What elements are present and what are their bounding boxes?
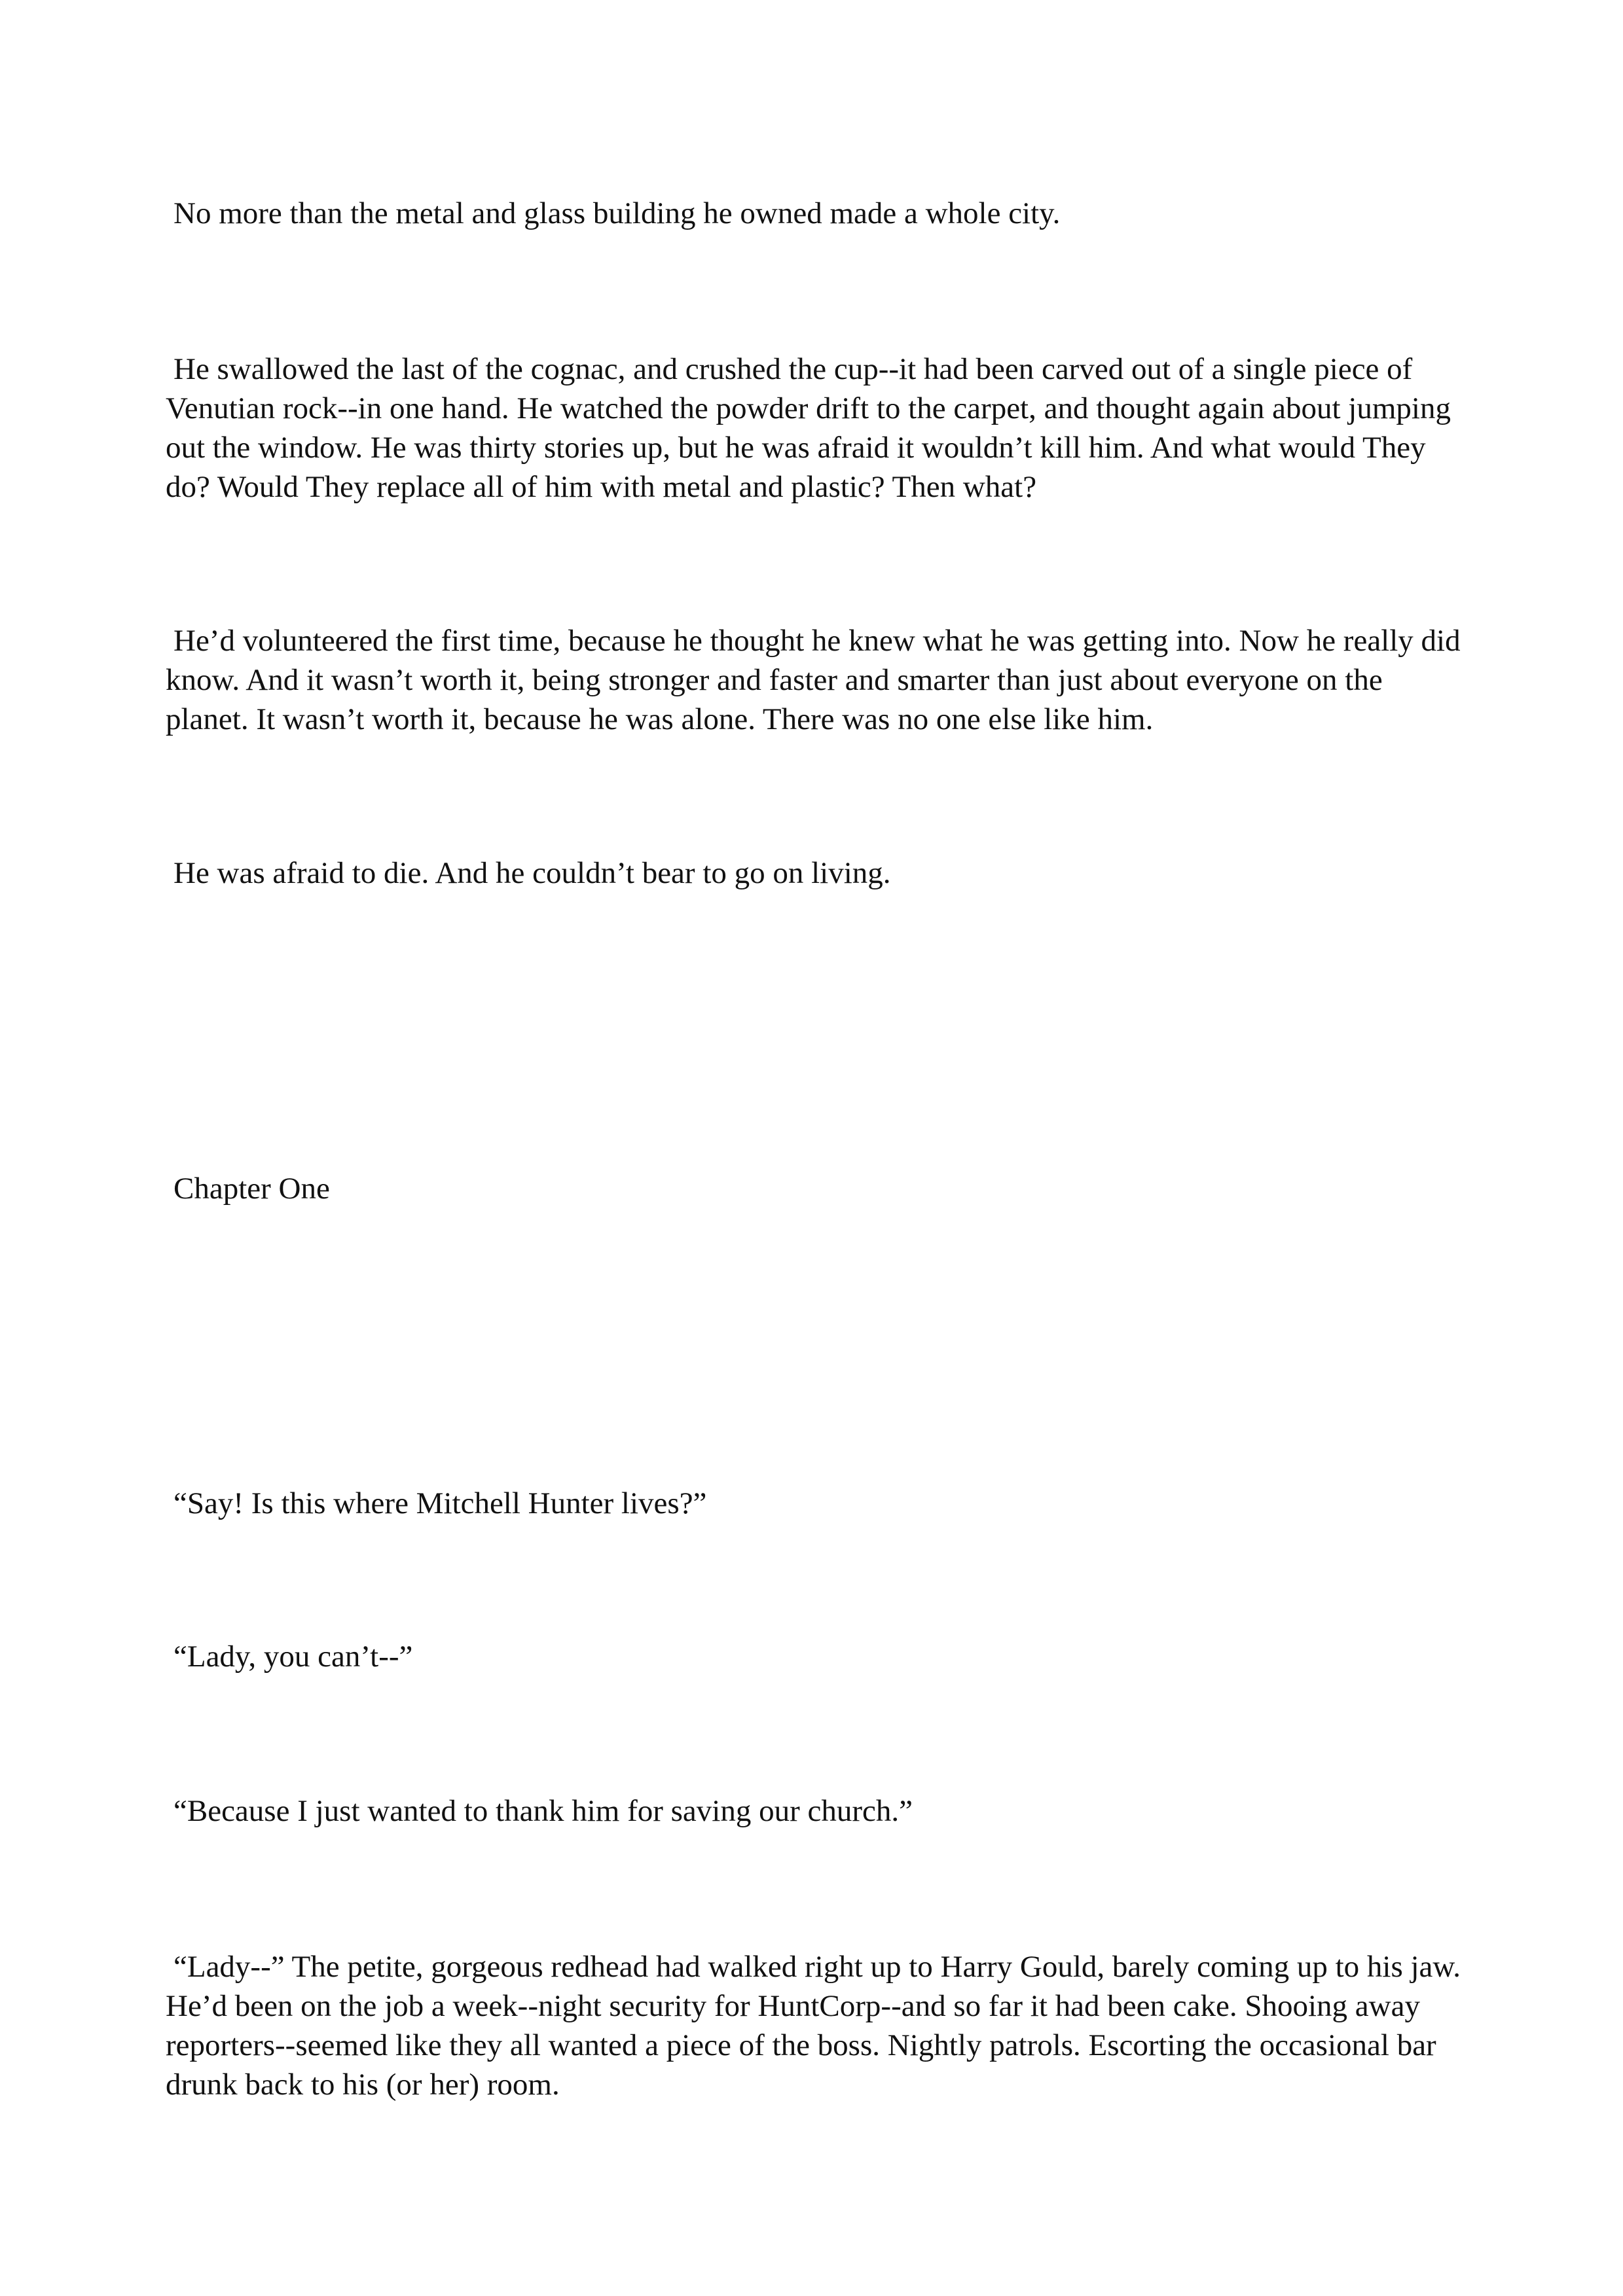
dialogue-say: “Say! Is this where Mitchell Hunter lives?” (173, 1486, 707, 1520)
dialogue-lady-cant: “Lady, you can’t--” (173, 1640, 413, 1674)
paragraph-afraid-to-die: He was afraid to die. And he couldn’t bear to go on living. (173, 856, 891, 890)
paragraph-redhead: “Lady--” The petite, gorgeous redhead had walked right up to Harry Gould, barely coming up to his jaw. He’d been on the job a week--night security for HuntCorp--and so far it had been cake. Shooing away reporters--seemed like they all wanted a piece of the boss. Nightly patrols. Escorting the occasional bar drunk back to his (or her) room. (166, 1950, 1461, 2102)
chapter-heading: Chapter One (173, 1172, 330, 1206)
paragraph-cognac: He swallowed the last of the cognac, and crushed the cup--it had been carved out of a single piece of Venutian rock--in one hand. He watched the powder drift to the carpet, and thought again about jumping out the window. He was thirty stories up, but he was afraid it wouldn’t kill him. And what would They do? Would They replace all of him with metal and plastic? Then what? (166, 352, 1451, 504)
paragraph-building: No more than the metal and glass building he owned made a whole city. (173, 196, 1061, 230)
paragraph-volunteered: He’d volunteered the first time, because he thought he knew what he was getting into. Now he really did know. And it wasn’t worth it, being stronger and faster and smarter than just about everyone on the planet. It wasn’t worth it, because he was alone. There was no one else like him. (166, 624, 1461, 736)
dialogue-church: “Because I just wanted to thank him for saving our church.” (173, 1794, 913, 1828)
